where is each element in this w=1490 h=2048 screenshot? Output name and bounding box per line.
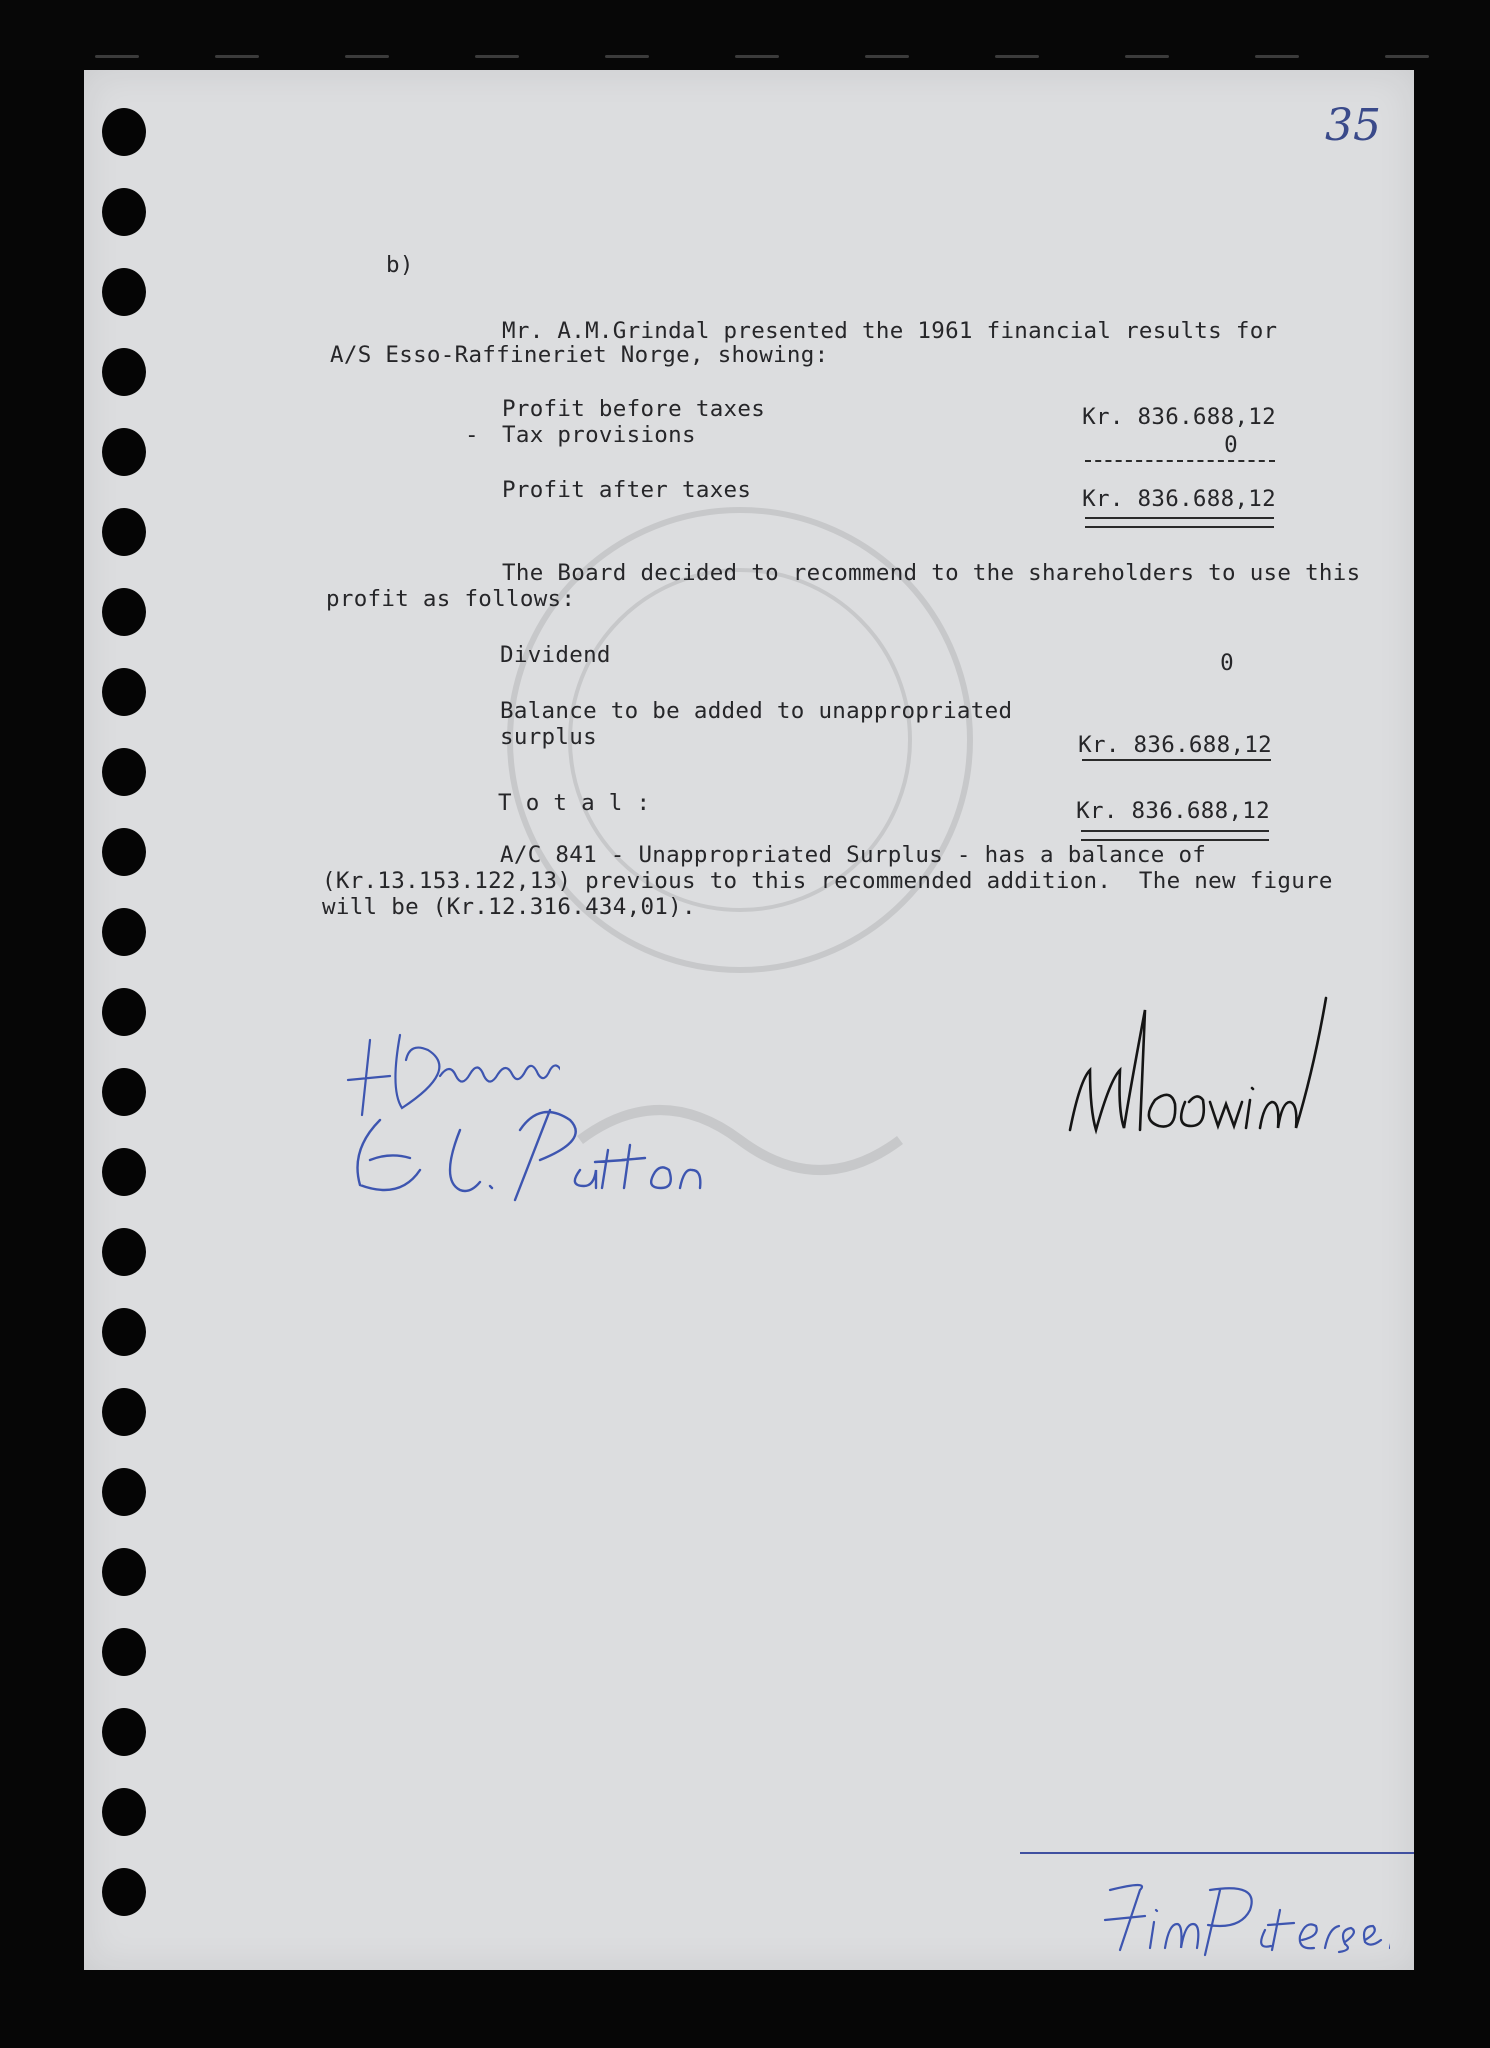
profit-after-value: Kr. 836.688,12 xyxy=(1082,486,1276,512)
binder-tick xyxy=(1255,55,1299,58)
punch-hole xyxy=(102,1788,146,1836)
punch-hole xyxy=(102,1468,146,1516)
punch-hole xyxy=(102,1548,146,1596)
punch-hole xyxy=(102,1628,146,1676)
note-line-2: (Kr.13.153.122,13) previous to this recommended addition. The new figure xyxy=(322,868,1333,894)
binder-tick xyxy=(95,55,139,58)
page-number: 35 xyxy=(1325,100,1381,151)
binder-tick xyxy=(865,55,909,58)
punch-hole xyxy=(102,908,146,956)
punch-hole xyxy=(102,828,146,876)
punch-hole xyxy=(102,1708,146,1756)
profit-after-label: Profit after taxes xyxy=(502,477,752,503)
note-line-1: A/C 841 - Unappropriated Surplus - has a balance of xyxy=(500,842,1207,868)
profit-before-label: Profit before taxes xyxy=(502,396,766,422)
balance-label-line-1: Balance to be added to unappropriated xyxy=(500,698,1013,724)
profit-before-value: Kr. 836.688,12 xyxy=(1082,404,1276,430)
total-double-rule xyxy=(1081,830,1269,841)
intro-line-1: Mr. A.M.Grindal presented the 1961 financial results for xyxy=(502,318,1278,344)
binder-tick xyxy=(735,55,779,58)
binder-tick xyxy=(345,55,389,58)
punch-hole xyxy=(102,348,146,396)
punch-hole xyxy=(102,1868,146,1916)
binder-tick xyxy=(1385,55,1429,58)
board-line-2: profit as follows: xyxy=(326,586,576,612)
punch-hole xyxy=(102,1308,146,1356)
balance-underline xyxy=(1082,759,1271,761)
punch-hole xyxy=(102,1148,146,1196)
balance-value: Kr. 836.688,12 xyxy=(1078,732,1272,758)
punch-hole xyxy=(102,668,146,716)
intro-line-2: A/S Esso-Raffineriet Norge, showing: xyxy=(330,342,829,368)
binder-tick xyxy=(995,55,1039,58)
punch-hole xyxy=(102,1068,146,1116)
punch-hole xyxy=(102,588,146,636)
binder-tick xyxy=(475,55,519,58)
punch-hole xyxy=(102,1388,146,1436)
binder-tick xyxy=(1125,55,1169,58)
section-label: b) xyxy=(386,252,414,278)
punch-hole xyxy=(102,508,146,556)
total-value: Kr. 836.688,12 xyxy=(1076,798,1270,824)
signature-patton xyxy=(340,1090,750,1220)
signature-line xyxy=(1020,1852,1414,1854)
punch-hole xyxy=(102,1228,146,1276)
signature-bowim xyxy=(1060,990,1360,1140)
tax-provisions-label: Tax provisions xyxy=(502,422,696,448)
dividend-value: 0 xyxy=(1220,650,1234,676)
punch-hole xyxy=(102,988,146,1036)
dividend-label: Dividend xyxy=(500,642,611,668)
subtotal-dashed-rule xyxy=(1085,460,1275,462)
tax-provisions-value: 0 xyxy=(1224,432,1238,458)
signature-petersen xyxy=(1090,1870,1390,1960)
punch-hole xyxy=(102,748,146,796)
note-line-3: will be (Kr.12.316.434,01). xyxy=(322,894,696,920)
balance-label-line-2: surplus xyxy=(500,724,597,750)
binder-tick xyxy=(215,55,259,58)
punch-hole xyxy=(102,108,146,156)
punch-hole xyxy=(102,428,146,476)
punch-hole xyxy=(102,268,146,316)
tax-minus-sign: - xyxy=(465,422,479,448)
board-line-1: The Board decided to recommend to the shareholders to use this xyxy=(502,560,1361,586)
punch-hole xyxy=(102,188,146,236)
total-label: T o t a l : xyxy=(498,790,651,816)
binder-tick xyxy=(605,55,649,58)
profit-double-rule xyxy=(1085,517,1274,528)
binder-strip xyxy=(0,0,1490,70)
